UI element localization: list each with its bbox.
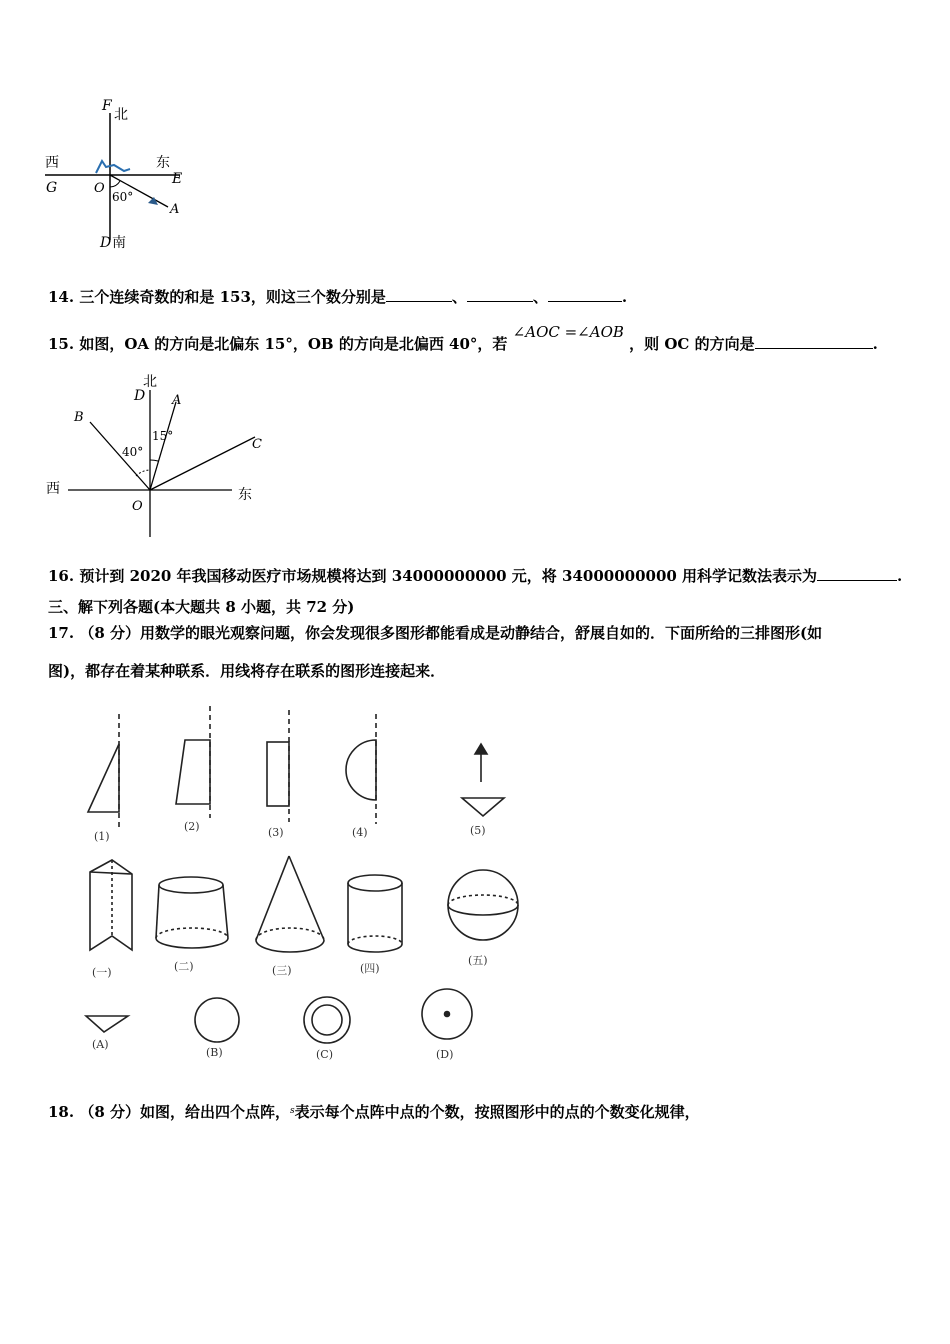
q14-blank-3[interactable] [548, 287, 622, 302]
row1-shape-5-arrow-triangle [462, 744, 504, 816]
row2-shape-2-frustum [156, 877, 228, 948]
q17-figure [70, 700, 550, 1065]
q15-end: . [872, 335, 878, 353]
q15-formula: ∠AOC =∠AOB [512, 323, 624, 341]
q14-sep-1: 、 [451, 288, 467, 306]
row3-label-d: (D) [436, 1048, 454, 1061]
label-east: 东 [238, 487, 252, 503]
row1-label-3: (3) [268, 826, 284, 839]
ray-oa [150, 402, 176, 490]
row2-shape-3-cone [256, 856, 324, 952]
label-west: 西 [45, 155, 59, 171]
q18-text-before: （8 分）如图，给出四个点阵， [79, 1103, 291, 1121]
angle-arc-15 [150, 460, 158, 461]
row2-shape-1-prism [90, 860, 132, 950]
row2-label-3: (三) [272, 964, 292, 977]
q14-sep-2: 、 [532, 288, 548, 306]
label-A: A [172, 393, 182, 408]
row2-label-5: (五) [468, 954, 488, 967]
row2-label-1: (一) [92, 966, 112, 979]
row1-label-5: (5) [470, 824, 486, 837]
row3-shape-d-circle-dot [422, 989, 472, 1039]
row1-shape-4-semicircle [346, 714, 376, 824]
label-C: C [252, 437, 262, 452]
label-south: 南 [112, 235, 126, 251]
q15-number: 15. [48, 335, 75, 353]
q14-blank-2[interactable] [467, 287, 533, 302]
question-15 [48, 323, 878, 354]
section-3-title: 三、解下列各题(本大题共 8 小题，共 72 分) [48, 598, 355, 616]
label-east: 东 [156, 155, 170, 171]
bird-drawing [96, 161, 130, 173]
label-G: G [46, 180, 58, 196]
angle-arc-40 [136, 470, 150, 476]
row2-label-2: (二) [174, 960, 194, 973]
row2-shape-4-cylinder [348, 875, 402, 952]
question-16 [48, 565, 902, 586]
q18-symbol: s [290, 1106, 295, 1116]
q18-text-after: 表示每个点阵中点的个数，按照图形中的点的个数变化规律， [294, 1103, 700, 1121]
q14-end: . [621, 288, 628, 306]
q16-blank[interactable] [817, 566, 897, 581]
q15-blank[interactable] [755, 334, 873, 349]
label-O: O [94, 181, 105, 196]
row2-label-4: (四) [360, 962, 380, 975]
question-17-line-1 [48, 622, 822, 643]
label-A: A [170, 202, 180, 217]
row1-shape-2-trapezoid [176, 706, 210, 818]
q16-text: 预计到 2020 年我国移动医疗市场规模将达到 34000000000 元，将 34000000000 用科学记数法表示为 [79, 567, 818, 585]
row1-shape-3-rectangle [267, 710, 289, 822]
label-north: 北 [114, 107, 128, 123]
label-angle-40: 40° [122, 445, 144, 459]
q18-number: 18. [48, 1103, 75, 1121]
q14-blank-1[interactable] [386, 287, 452, 302]
row2-shape-5-sphere [448, 870, 518, 940]
row3-shape-c-ring [304, 997, 350, 1043]
q16-number: 16. [48, 567, 75, 585]
label-north: 北 [143, 374, 157, 390]
label-D: D [134, 388, 146, 404]
label-F: F [102, 98, 112, 114]
label-E: E [172, 171, 183, 187]
row1-label-2: (2) [184, 820, 200, 833]
q15-text-before: 如图，OA 的方向是北偏东 15°，OB 的方向是北偏西 40°，若 [79, 335, 508, 353]
question-18 [48, 1101, 700, 1122]
q16-end: . [897, 567, 903, 585]
label-B: B [74, 410, 84, 425]
label-angle-60: 60° [112, 190, 134, 204]
q15-figure [40, 372, 280, 542]
label-angle-15: 15° [152, 429, 174, 443]
label-D: D [100, 235, 112, 251]
row3-shape-a-triangle [86, 1016, 128, 1032]
row1-label-4: (4) [352, 826, 368, 839]
row3-label-c: (C) [316, 1048, 333, 1061]
q14-text: 三个连续奇数的和是 153，则这三个数分别是 [79, 288, 386, 306]
q14-number: 14. [48, 288, 75, 306]
row1-shape-1-triangle [88, 714, 119, 830]
q17-number: 17. [48, 624, 75, 642]
angle-arc [110, 181, 120, 187]
question-17-line-2: 图)，都存在着某种联系．用线将存在联系的图形连接起来． [48, 662, 446, 680]
label-O: O [132, 499, 143, 514]
q15-text-after: ，则 OC 的方向是 [629, 335, 755, 353]
ray-oc [150, 437, 255, 490]
compass-figure [40, 95, 210, 255]
row1-label-1: (1) [94, 830, 110, 843]
question-14 [48, 286, 627, 307]
row3-label-b: (B) [206, 1046, 223, 1059]
row3-label-a: (A) [92, 1038, 109, 1051]
row3-shape-b-circle [195, 998, 239, 1042]
q17-line1: （8 分）用数学的眼光观察问题，你会发现很多图形都能看成是动静结合，舒展自如的．下面所给的三排图形(如 [79, 624, 823, 642]
label-west: 西 [46, 481, 60, 497]
